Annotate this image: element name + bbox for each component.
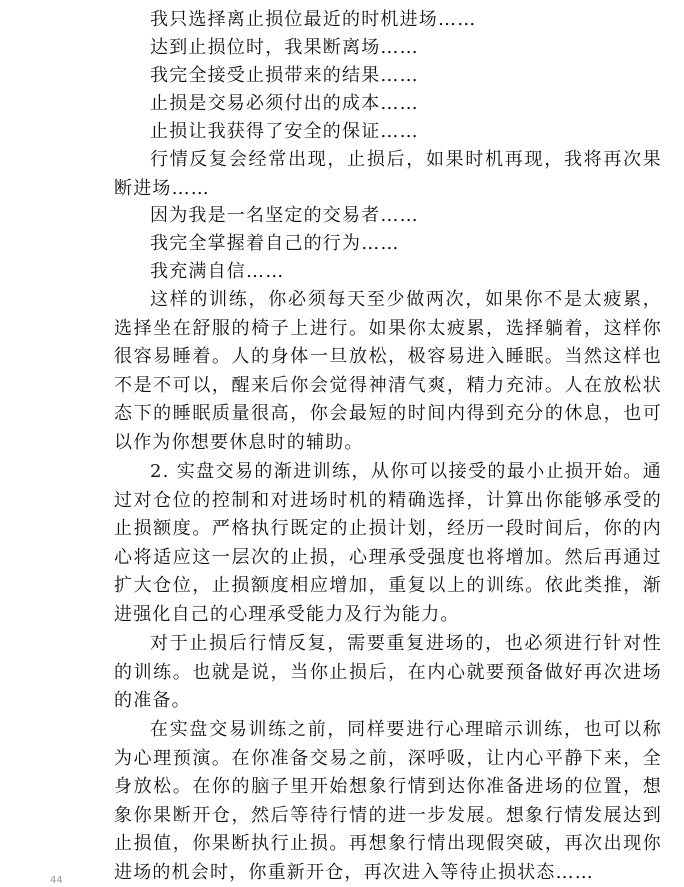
paragraph-4: 止损是交易必须付出的成本……: [150, 93, 419, 114]
paragraph-6: 行情反复会经常出现，止损后，如果时机再现，我将再次果断进场……: [114, 149, 662, 199]
paragraph-12: 对于止损后行情反复，需要重复进场的，也必须进行针对性的训练。也就是说，当你止损后，在内心就要预备做好再次进场的准备。: [114, 633, 662, 711]
paragraph-3: 我完全接受止损带来的结果……: [150, 65, 419, 86]
paragraph-11: 2. 实盘交易的渐进训练，从你可以接受的最小止损开始。通过对仓位的控制和对进场时机的精确选择，计算出你能够承受的止损额度。严格执行既定的止损计划，经历一段时间后，你的内心将适应这一层次的止损，心理承受强度也将增加。然后再通过扩大仓位，止损额度相应增加，重复以上的训练。依此类推，渐进强化自己的心理承受能力及行为能力。: [114, 461, 662, 625]
paragraph-9: 我充满自信……: [150, 261, 285, 282]
paragraph-13: 在实盘交易训练之前，同样要进行心理暗示训练，也可以称为心理预演。在你准备交易之前，深呼吸，让内心平静下来，全身放松。在你的脑子里开始想象行情到达你准备进场的位置，想象你果断开仓，然后等待行情的进一步发展。想象行情发展达到止损值，你果断执行止损。再想象行情出现假突破，再次出现你进场的机会时，你重新开仓，再次进入等待止损状态……: [114, 719, 662, 883]
paragraph-10: 这样的训练，你必须每天至少做两次，如果你不是太疲累，选择坐在舒服的椅子上进行。如果你太疲累，选择躺着，这样你很容易睡着。人的身体一旦放松，极容易进入睡眠。当然这样也不是不可以，醒来后你会觉得神清气爽，精力充沛。人在放松状态下的睡眠质量很高，你会最短的时间内得到充分的休息，也可以作为你想要休息时的辅助。: [114, 289, 662, 453]
paragraph-7: 因为我是一名坚定的交易者……: [150, 205, 419, 226]
page-number: 44: [50, 875, 63, 886]
paragraph-8: 我完全掌握着自己的行为……: [150, 233, 400, 254]
paragraph-1: 我只选择离止损位最近的时机进场……: [150, 9, 477, 30]
paragraph-2: 达到止损位时，我果断离场……: [150, 37, 419, 58]
paragraph-5: 止损让我获得了安全的保证……: [150, 121, 419, 142]
